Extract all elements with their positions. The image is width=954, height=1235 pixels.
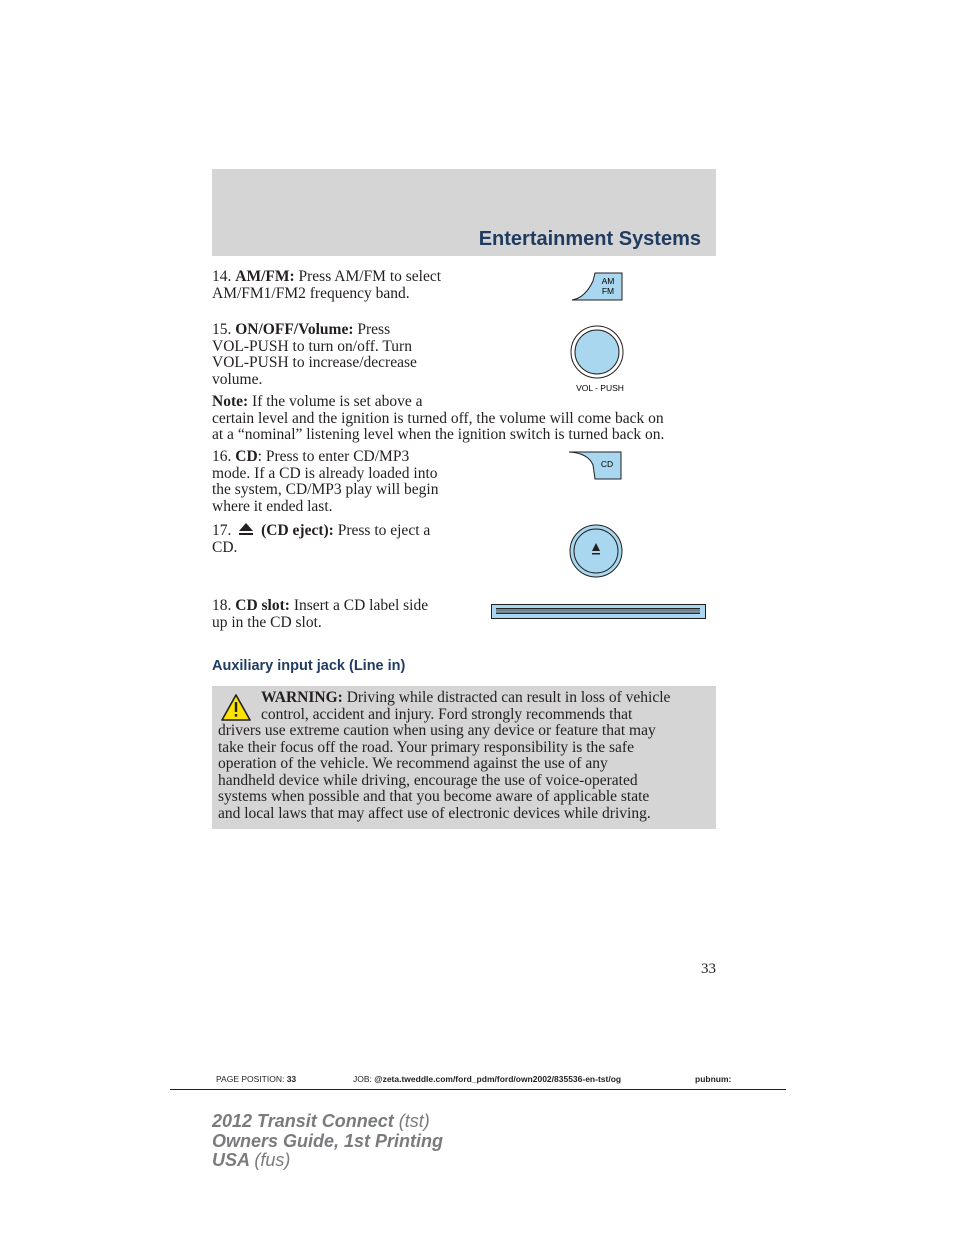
warning-label: WARNING:: [261, 689, 343, 706]
footer-divider: [170, 1089, 786, 1090]
item-desc: : Press to enter CD/MP3: [257, 448, 410, 465]
item-17-text: [212, 522, 472, 556]
warning-line: take their focus off the road. Your primary responsibility is the safe: [218, 738, 634, 756]
item-desc: AM/FM1/FM2 frequency band.: [212, 284, 410, 302]
warning-line: control, accident and injury. Ford strongly recommends that: [261, 705, 633, 723]
note-line: certain level and the ignition is turned off, the volume will come back on: [212, 409, 664, 427]
item-desc: Press to eject a: [337, 522, 431, 539]
item-name: (CD eject):: [261, 522, 334, 539]
guide-market: USA: [212, 1150, 250, 1170]
item-name: ON/OFF/Volume:: [235, 321, 354, 338]
item-desc: VOL-PUSH to increase/decrease: [212, 354, 417, 371]
eject-button-icon: [568, 523, 626, 581]
cd-slot-icon: [491, 604, 707, 620]
note-text: [212, 394, 722, 444]
item-desc: CD.: [212, 538, 238, 556]
pubnum-label: pubnum:: [695, 1074, 732, 1084]
warning-box: [212, 686, 716, 829]
pubnum: [695, 1074, 731, 1084]
warning-line: systems when possible and that you become aware of applicable state: [218, 788, 650, 805]
item-desc: Insert a CD label side: [293, 597, 429, 614]
item-desc: VOL-PUSH to turn on/off. Turn: [212, 337, 412, 355]
item-desc: mode. If a CD is already loaded into: [212, 464, 438, 482]
section-heading: Auxiliary input jack (Line in): [212, 658, 406, 674]
am-label: AM: [601, 276, 615, 286]
warning-line: drivers use extreme caution when using any device or feature that may: [218, 722, 656, 739]
page-number: 33: [701, 961, 716, 977]
fm-label: FM: [601, 286, 615, 296]
item-number: 14.: [212, 268, 232, 285]
item-desc: Press: [357, 321, 391, 338]
eject-icon: [235, 522, 257, 536]
vol-push-label: VOL - PUSH: [576, 383, 624, 393]
section-header-band: [212, 169, 716, 256]
job-label: JOB:: [353, 1074, 372, 1084]
item-desc: volume.: [212, 370, 263, 388]
warning-line: handheld device while driving, encourage the use of voice-operated: [218, 771, 638, 789]
guide-model: 2012 Transit Connect: [212, 1111, 394, 1131]
item-desc: where it ended last.: [212, 497, 333, 515]
volume-knob-icon: [568, 325, 628, 395]
cd-label: CD: [600, 459, 614, 469]
item-15-text: [212, 322, 472, 388]
item-desc: up in the CD slot.: [212, 613, 322, 631]
warning-line: and local laws that may affect use of electronic devices while driving.: [218, 804, 651, 822]
am-fm-button-icon: [571, 272, 623, 302]
guide-printing: Owners Guide, 1st Printing: [212, 1130, 444, 1151]
item-18-text: [212, 598, 472, 631]
job-info: [353, 1074, 621, 1084]
job-value: @zeta.tweddle.com/ford_pdm/ford/own2002/835536-en-tst/og: [374, 1074, 622, 1084]
item-name: CD: [235, 448, 258, 465]
note-label: Note:: [212, 393, 249, 410]
page-position: [216, 1074, 296, 1084]
section-title: Entertainment Systems: [478, 228, 701, 250]
cd-button-icon: [568, 451, 623, 481]
warning-line: operation of the vehicle. We recommend against the use of any: [218, 755, 608, 772]
note-line: at a “nominal” listening level when the ignition switch is turned back on.: [212, 426, 665, 443]
warning-line: Driving while distracted can result in loss of vehicle: [346, 689, 671, 706]
page-position-value: 33: [286, 1074, 297, 1084]
item-name: AM/FM:: [235, 268, 295, 285]
item-number: 15.: [212, 321, 232, 338]
guide-market-code: (fus): [254, 1150, 291, 1170]
guide-model-code: (tst): [398, 1111, 430, 1131]
item-desc: the system, CD/MP3 play will begin: [212, 481, 439, 498]
guide-info: [212, 1112, 443, 1171]
item-name: CD slot:: [235, 597, 290, 614]
item-14-text: [212, 269, 472, 302]
item-number: 16.: [212, 448, 232, 465]
item-desc: Press AM/FM to select: [298, 268, 442, 285]
item-16-text: [212, 449, 472, 515]
warning-text: [218, 690, 710, 822]
item-number: 17.: [212, 522, 232, 539]
note-line: If the volume is set above a: [252, 393, 423, 410]
page-position-label: PAGE POSITION:: [216, 1074, 285, 1084]
item-number: 18.: [212, 597, 232, 614]
